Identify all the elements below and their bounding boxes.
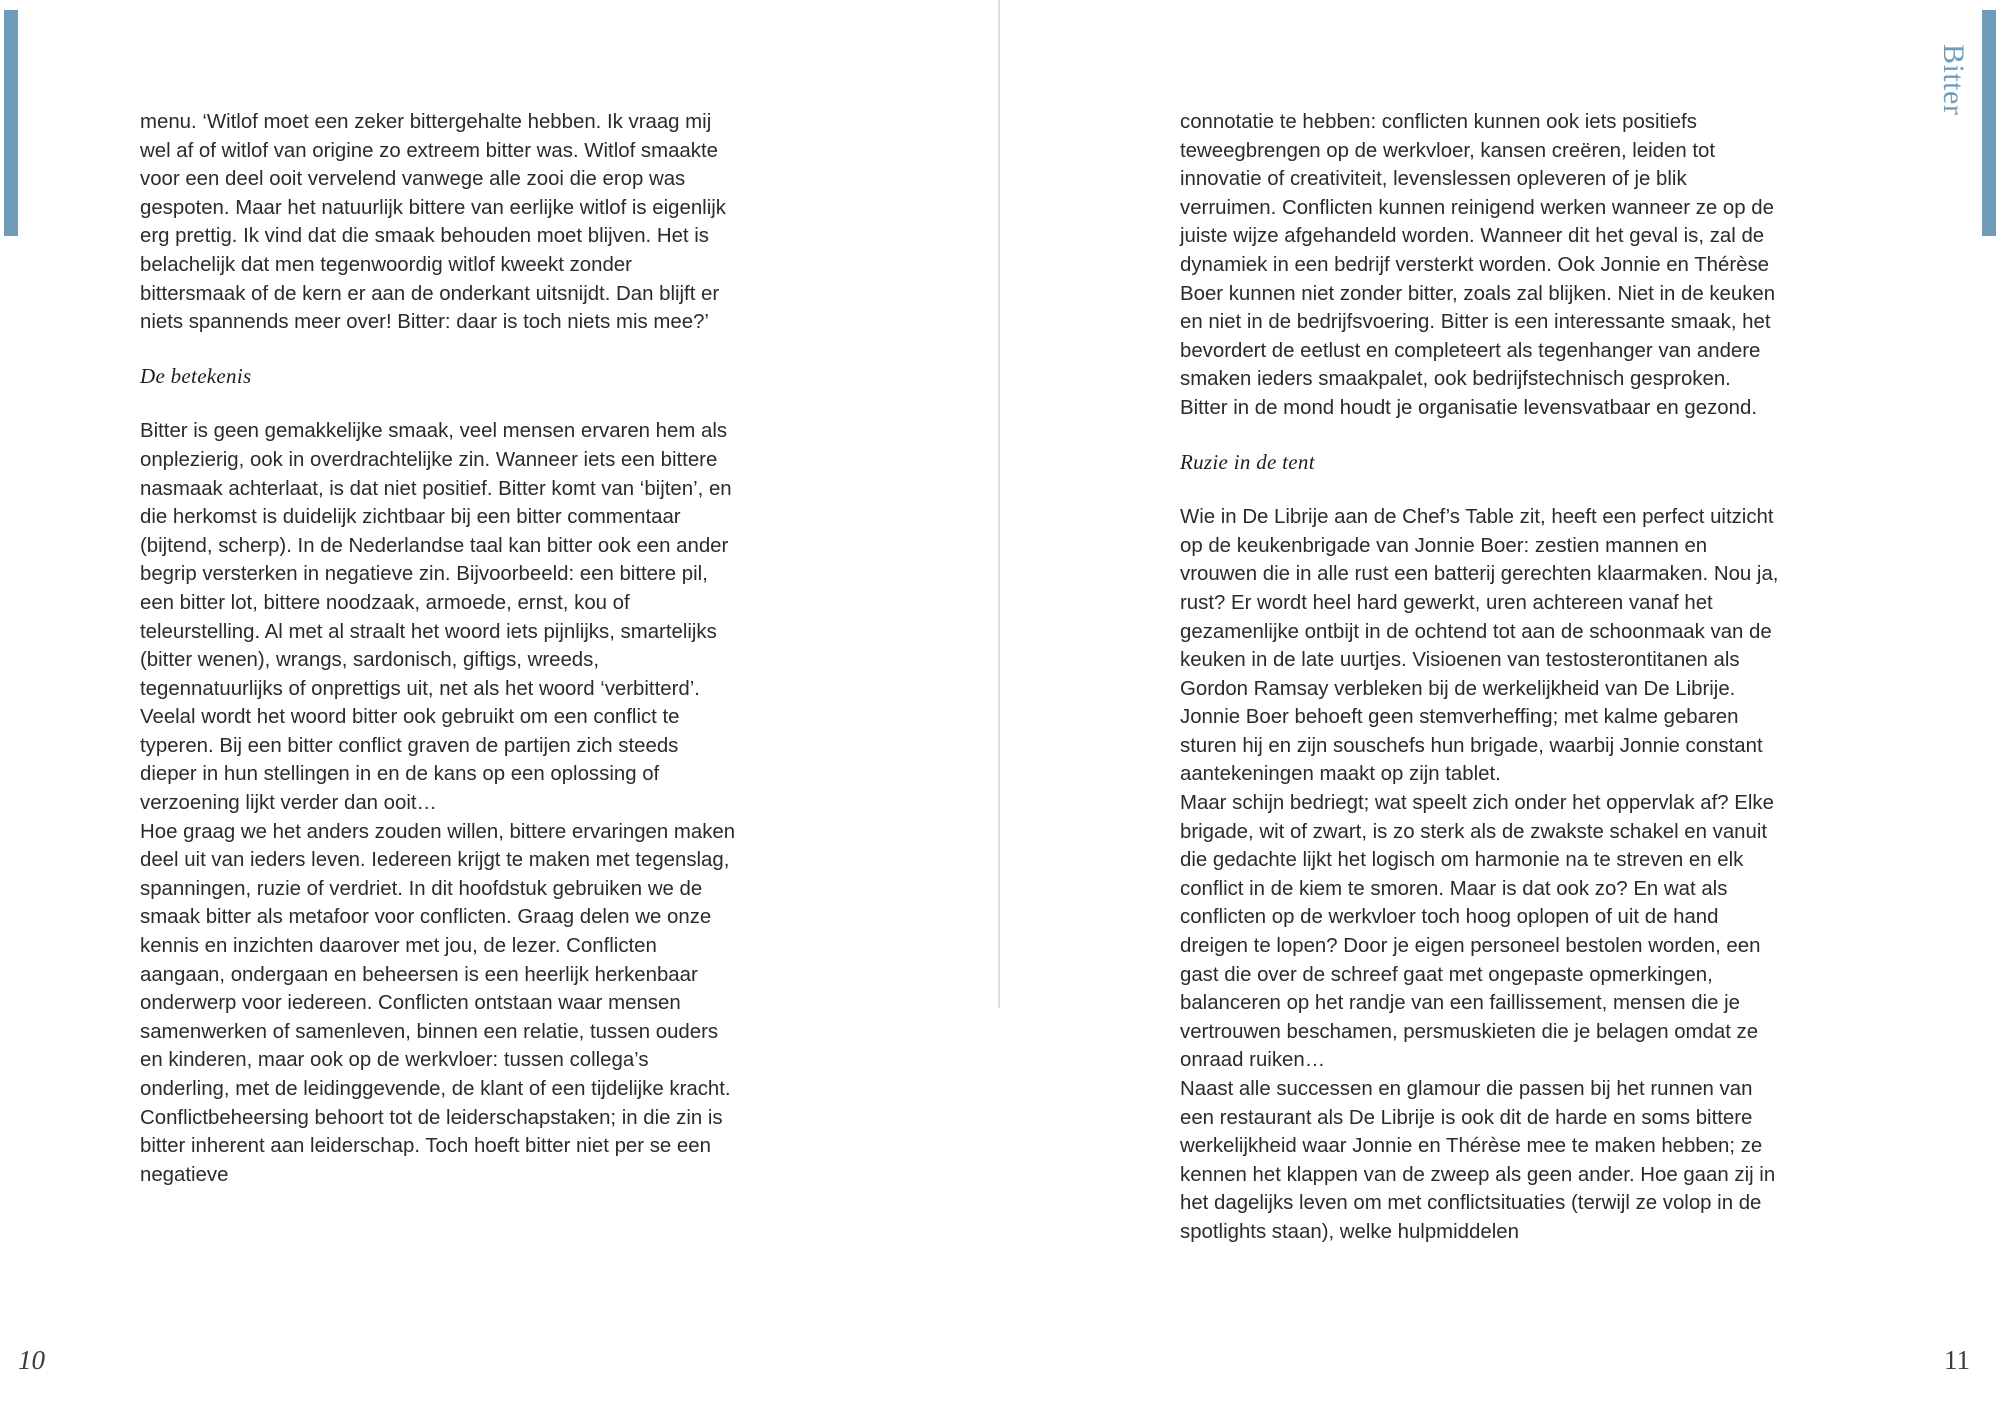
section-heading-ruzie-in-de-tent: Ruzie in de tent <box>1180 449 1315 474</box>
paragraph: Naast alle successen en glamour die passen bij het runnen van een restaurant als De Librije is ook dit de harde en soms bittere werkelijkheid waar Jonnie en Thérèse mee te maken hebben; ze kennen het klappen van de zweep als geen ander. Hoe gaan zij in het dagelijks leven om met conflictsituaties (terwijl ze volop in de spotlights staan), welke hulpmiddelen <box>1180 1078 1776 1243</box>
left-page-text-column <box>140 108 740 1189</box>
paragraph: Bitter is geen gemakkelijke smaak, veel mensen ervaren hem als onplezierig, ook in overdrachtelijke zin. Wanneer iets een bittere nasmaak achterlaat, is dat niet positief. Bitter komt van ‘bijten’, en die herkomst is duidelijk zichtbaar bij een bitter commentaar (bijtend, scherp). In de Nederlandse taal kan bitter ook een ander begrip versterken in negatieve zin. Bijvoorbeeld: een bittere pil, een bitter lot, bittere noodzaak, armoede, ernst, kou of teleurstelling. Al met al straalt het woord iets pijnlijks, smartelijks (bitter wenen), wrangs, sardonisch, giftigs, wreeds, tegennatuurlijks of onprettigs uit, net als het woord ‘verbitterd’. Veelal wordt het woord bitter ook gebruikt om een conflict te typeren. Bij een bitter conflict graven de partijen zich steeds dieper in hun stellingen in en de kans op een oplossing of verzoening lijkt verder dan ooit… <box>140 420 732 815</box>
right-page-text-column <box>1180 108 1780 1247</box>
running-head-bitter: Bitter <box>1937 44 1970 116</box>
paragraph: menu. ‘Witlof moet een zeker bittergehalte hebben. Ik vraag mij wel af of witlof van origine zo extreem bitter was. Witlof smaakte voor een deel ooit vervelend vanwege alle zooi die erop was gespoten. Maar het natuurlijk bittere van eerlijke witlof is eigenlijk erg prettig. Ik vind dat die smaak behouden moet blijven. Het is belachelijk dat men tegenwoordig witlof kweekt zonder bittersmaak of de kern er aan de onderkant uitsnijdt. Dan blijft er niets spannends meer over! Bitter: daar is toch niets mis mee?’ <box>140 111 726 334</box>
paragraph: Hoe graag we het anders zouden willen, bittere ervaringen maken deel uit van ieders leven. Iedereen krijgt te maken met tegenslag, spanningen, ruzie of verdriet. In dit hoofdstuk gebruiken we de smaak bitter als metafoor voor conflicten. Graag delen we onze kennis en inzichten daarover met jou, de lezer. Conflicten aangaan, ondergaan en beheersen is een heerlijk herkenbaar onderwerp voor iedereen. Conflicten ontstaan waar mensen samenwerken of samenleven, binnen een relatie, tussen ouders en kinderen, maar ook op de werkvloer: tussen collega’s onderling, met de leidinggevende, de klant of een tijdelijke kracht. Conflictbeheersing behoort tot de leiderschapstaken; in die zin is bitter inherent aan leiderschap. Toch hoeft bitter niet per se een negatieve <box>140 820 736 1186</box>
paragraph: Maar schijn bedriegt; wat speelt zich onder het oppervlak af? Elke brigade, wit of zwart, is zo sterk als de zwakste schakel en vanuit die gedachte lijkt het logisch om harmonie na te streven en elk conflict in de kiem te smoren. Maar is dat ook zo? En wat als conflicten op de werkvloer toch hoog oplopen of uit de hand dreigen te lopen? Door je eigen personeel bestolen worden, een gast die over de schreef gaat met ongepaste opmerkingen, balanceren op het randje van een faillissement, mensen die je vertrouwen beschamen, persmuskieten die je belagen omdat ze onraad ruiken… <box>1180 792 1774 1072</box>
paragraph: Wie in De Librije aan de Chef’s Table zit, heeft een perfect uitzicht op de keukenbrigade van Jonnie Boer: zestien mannen en vrouwen die in alle rust een batterij gerechten klaarmaken. Nou ja, rust? Er wordt heel hard gewerkt, uren achtereen vanaf het gezamenlijke ontbijt in de ochtend tot aan de schoonmaak van de keuken in de late uurtjes. Visioenen van testosterontitanen als Gordon Ramsay verbleken bij de werkelijkheid van De Librije. Jonnie Boer behoeft geen stemverheffing; met kalme gebaren sturen hij en zijn souschefs hun brigade, waarbij Jonnie constant aantekeningen maakt op zijn tablet. <box>1180 506 1779 786</box>
folio-left: 10 <box>18 1345 45 1375</box>
section-heading-de-betekenis: De betekenis <box>140 363 252 388</box>
folio-right: 11 <box>1944 1345 1970 1375</box>
right-page <box>1000 0 2000 1412</box>
paragraph: connotatie te hebben: conflicten kunnen ook iets positiefs teweegbrengen op de werkvloer, kansen creëren, leiden tot innovatie of creativiteit, levenslessen opleveren of je blik verruimen. Conflicten kunnen reinigend werken wanneer ze op de juiste wijze afgehandeld worden. Wanneer dit het geval is, zal de dynamiek in een bedrijf versterkt worden. Ook Jonnie en Thérèse Boer kunnen niet zonder bitter, zoals zal blijken. Niet in de keuken en niet in de bedrijfsvoering. Bitter is een interessante smaak, het bevordert de eetlust en completeert als tegenhanger van andere smaken ieders smaakpalet, ook bedrijfstechnisch gesproken. Bitter in de mond houdt je organisatie levensvatbaar en gezond. <box>1180 111 1776 419</box>
